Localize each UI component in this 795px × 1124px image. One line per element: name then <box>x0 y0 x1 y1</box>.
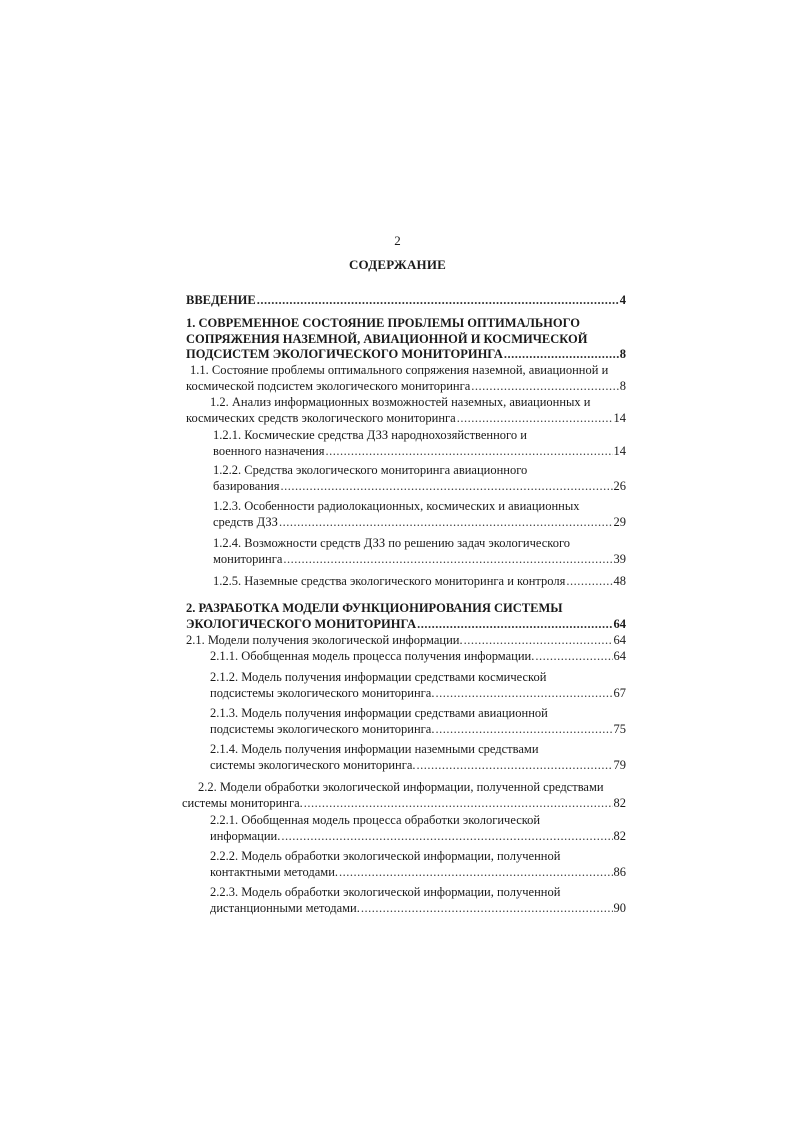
toc-entry <box>186 633 626 649</box>
toc-entry-title-line: 1.2.5. Наземные средства экологического мониторинга и контроля <box>213 574 566 588</box>
toc-page-number: 79 <box>613 757 626 772</box>
toc-page-number: 75 <box>613 721 626 736</box>
toc-entry-title-line: 2.1.2. Модель получения информации средствами космической <box>210 670 547 684</box>
toc-entry-title-line: 2.2. Модели обработки экологической информации, полученной средствами <box>198 780 604 794</box>
toc-entry-title-line: 1.2.3. Особенности радиолокационных, космических и авиационных <box>213 499 580 513</box>
leader-dots <box>339 865 612 881</box>
toc-page-number: 64 <box>613 649 626 663</box>
toc-entry-title-line: контактными методами. <box>210 864 339 879</box>
toc-page-number: 4 <box>619 293 626 307</box>
leader-dots <box>279 515 613 531</box>
toc-entry-title-line: космической подсистем экологического мониторинга <box>186 378 471 393</box>
toc-page-number: 82 <box>613 828 626 843</box>
toc-entry <box>186 849 626 880</box>
leader-dots <box>566 574 612 590</box>
toc-entry <box>186 649 626 665</box>
toc-entry-title-line: 2.1. Модели получения экологической информации. <box>186 633 463 647</box>
toc-entry-title-line: системы мониторинга. <box>182 795 303 810</box>
toc-entry <box>186 428 626 459</box>
toc-entry <box>186 499 626 530</box>
toc-entry-title-line: 1.2.4. Возможности средств ДЗЗ по решению задач экологического <box>213 536 571 550</box>
toc-entry-title-line: СОПРЯЖЕНИЯ НАЗЕМНОЙ, АВИАЦИОННОЙ И КОСМИЧЕСКОЙ <box>186 331 588 346</box>
toc-page-number: 82 <box>613 795 626 810</box>
toc-entry <box>186 706 626 737</box>
toc-entry <box>186 601 626 632</box>
toc-entry-title-line: космических средств экологического мониторинга <box>186 410 456 425</box>
leader-dots <box>281 829 612 845</box>
toc-page-number: 64 <box>613 633 626 647</box>
leader-dots <box>504 347 619 363</box>
toc-entry-title-line: 2.1.1. Обобщенная модель процесса получения информации. <box>210 649 535 663</box>
toc-entry-title-line: подсистемы экологического мониторинга. <box>210 685 435 700</box>
toc-entry-title-line: 1.1. Состояние проблемы оптимального сопряжения наземной, авиационной и <box>190 363 609 377</box>
toc-entry <box>186 742 626 773</box>
toc-page-number: 14 <box>613 410 626 425</box>
toc-page-number: 29 <box>613 514 626 529</box>
toc-entry-title-line: 2.2.2. Модель обработки экологической информации, полученной <box>210 849 561 863</box>
toc-page-number: 14 <box>613 443 626 458</box>
toc-entry-title-line: 2. РАЗРАБОТКА МОДЕЛИ ФУНКЦИОНИРОВАНИЯ СИСТЕМЫ <box>186 601 563 615</box>
toc-entry <box>186 885 626 916</box>
toc-page-number: 8 <box>619 347 626 362</box>
toc-page-number: 26 <box>613 478 626 493</box>
leader-dots <box>417 758 613 774</box>
toc-page-number: 39 <box>613 551 626 566</box>
leader-dots <box>435 722 612 738</box>
toc-entry <box>186 316 626 363</box>
toc-entry <box>186 363 626 394</box>
toc-entry-title-line: 1. СОВРЕМЕННОЕ СОСТОЯНИЕ ПРОБЛЕМЫ ОПТИМАЛЬНОГО <box>186 316 580 330</box>
toc-entry-title-line: ВВЕДЕНИЕ <box>186 293 256 307</box>
toc-entry-title-line: 1.2.2. Средства экологического мониторинга авиационного <box>213 463 528 477</box>
toc-entry <box>186 574 626 590</box>
toc-entry <box>182 780 626 811</box>
toc-entry-title-line: 2.1.4. Модель получения информации наземными средствами <box>210 742 539 756</box>
toc-entry-title-line: дистанционными методами. <box>210 900 360 915</box>
toc-entry-title-line: подсистемы экологического мониторинга. <box>210 721 435 736</box>
toc-entry-title-line: военного назначения <box>213 443 325 458</box>
toc-page-number: 64 <box>613 616 626 631</box>
toc-entry <box>186 395 626 426</box>
toc-page-number: 90 <box>613 900 626 915</box>
leader-dots <box>435 686 612 702</box>
toc-page-number: 8 <box>619 378 626 393</box>
leader-dots <box>325 444 612 460</box>
toc-entry-title-line: средств ДЗЗ <box>213 514 278 529</box>
leader-dots <box>283 552 612 568</box>
toc-entry-title-line: 1.2. Анализ информационных возможностей наземных, авиационных и <box>210 395 591 409</box>
leader-dots <box>457 411 613 427</box>
toc-entry-title-line: системы экологического мониторинга. <box>210 757 416 772</box>
leader-dots <box>361 901 613 917</box>
toc-entry-title-line: 2.1.3. Модель получения информации средствами авиационной <box>210 706 548 720</box>
leader-dots <box>417 617 612 633</box>
toc-entry <box>186 463 626 494</box>
leader-dots <box>535 649 612 665</box>
toc-entry-title-line: ПОДСИСТЕМ ЭКОЛОГИЧЕСКОГО МОНИТОРИНГА <box>186 347 503 362</box>
toc-entry-title-line: информации. <box>210 828 281 843</box>
toc-page-number: 67 <box>613 685 626 700</box>
leader-dots <box>304 796 613 812</box>
toc-page-number: 86 <box>613 864 626 879</box>
toc-page-number: 48 <box>613 574 626 588</box>
leader-dots <box>257 293 619 309</box>
leader-dots <box>464 633 613 649</box>
toc-entry-title-line: ЭКОЛОГИЧЕСКОГО МОНИТОРИНГА <box>186 616 417 631</box>
toc-entry-title-line: 2.2.1. Обобщенная модель процесса обработки экологической <box>210 813 541 827</box>
leader-dots <box>280 479 612 495</box>
toc-entry <box>186 813 626 844</box>
toc-entry <box>186 293 626 309</box>
toc-entry <box>186 670 626 701</box>
toc-entry-title-line: мониторинга <box>213 551 283 566</box>
toc-entry-title-line: 1.2.1. Космические средства ДЗЗ народнохозяйственного и <box>213 428 527 442</box>
page-number: 2 <box>394 233 401 248</box>
toc-entry <box>186 536 626 567</box>
toc-entry-title-line: базирования <box>213 478 280 493</box>
toc-entry-title-line: 2.2.3. Модель обработки экологической информации, полученной <box>210 885 561 899</box>
leader-dots <box>471 379 618 395</box>
toc-heading: СОДЕРЖАНИЕ <box>348 257 447 272</box>
